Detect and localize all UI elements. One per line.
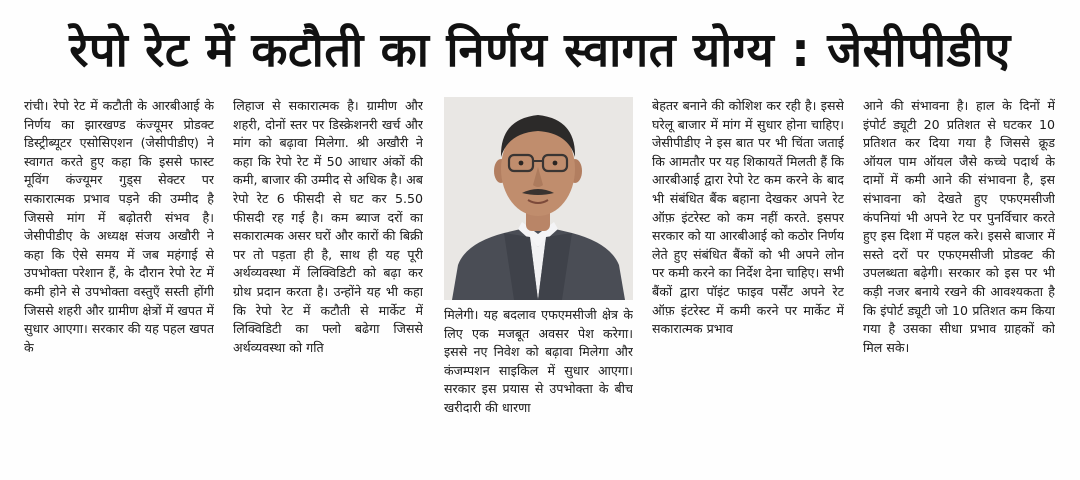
portrait-icon	[444, 97, 633, 300]
column-3-text: मिलेगी। यह बदलाव एफएमसीजी क्षेत्र के लिए एक मजबूत अवसर पेश करेगा। इससे नए निवेश को बढ़ावा मिलेगा और कंजम्पशन साइकिल में सुधार आएगा। सरकार इस प्रयास से उपभोक्ता के बीच खरीदारी की धारणा	[444, 307, 633, 415]
column-2-text: लिहाज से सकारात्मक है। ग्रामीण और शहरी, दोनों स्तर पर डिस्क्रेशनरी खर्च और मांग को बढ़ावा मिलेगा. श्री अखौरी ने कहा कि रेपो रेट में 50 आधार अंकों की कमी, बाजार की उम्मीद से अधिक है। अब रेपो रेट 6 फीसदी से घट कर 5.50 फीसदी रह गई है। कम ब्याज दरों का सकारात्मक असर घरों और कारों की बिक्री पर तो पड़ता ही है, साथ ही यह पूरी अर्थव्यवस्था में लिक्विडिटी को बढ़ा कर ग्रोथ प्रदान करता है। उन्होंने यह भी कहा कि रेपो रेट में कटौती से मार्केट में लिक्विडिटी का फ्लो बढेगा जिससे अर्थव्यवस्था को गति	[233, 98, 423, 355]
column-1-text: रांची। रेपो रेट में कटौती के आरबीआई के निर्णय का झारखण्ड कंज्यूमर प्रोडक्ट डिस्ट्रीब्यूटर एसोसिएशन (जेसीपीडीए) ने स्वागत करते हुए कहा कि इससे फास्ट मूविंग कंज्यूमर गुड्स सेक्टर पर सकारात्मक प्रभाव पड़ने की उम्मीद है जिससे मांग में बढ़ोतरी संभव है। जेसीपीडीए के अध्यक्ष संजय अखौरी ने कहा कि ऐसे समय में जब महंगाई से उपभोक्ता परेशान हैं, के दौरान रेपो रेट में कमी होने से उपभोक्ता वस्तुएँ सस्ती होंगी जिससे शहरी और ग्रामीण क्षेत्रों में खपत में सुधार आएगा। सरकार की यह पहल खपत के	[24, 98, 214, 355]
headline: रेपो रेट में कटौती का निर्णय स्वागत योग्य : जेसीपीडीए	[69, 23, 1011, 78]
article-column-5	[863, 97, 1055, 471]
column-4-text: बेहतर बनाने की कोशिश कर रही है। इससे घरेलू बाजार में मांग में सुधार होना चाहिए। जेसीपीडीए ने इस बात पर भी चिंता जताई कि आमतौर पर यह शिकायतें मिलती हैं कि आरबीआई द्वारा रेपो रेट कम करने के बाद भी संबंधित बैंक बहाना देखकर अपने रेट ऑफ़ इंटरेस्ट को कम नहीं करते. इसपर सरकार को या आरबीआई को कठोर निर्णय लेते हुए संबंधित बैंकों को भी अपने लोन पर कमी करने का निर्देश देना चाहिए। सभी बैंकों द्वारा पॉइंट फाइव पर्सेंट अपने रेट ऑफ़ इंटरेस्ट में कमी करने पर मार्केट में सकारात्मक प्रभाव	[652, 98, 844, 337]
column-5-text: आने की संभावना है। हाल के दिनों में इंपोर्ट ड्यूटी 20 प्रतिशत से घटकर 10 प्रतिशत कर दिया गया है जिससे क्रूड ऑयल पाम ऑयल जैसे कच्चे पदार्थ के दामों में कमी आने की संभावना है, इस संभावना को देखते हुए एफएमसीजी कंपनियां भी अपने रेट पर पुनर्विचार करते हुए इस दिशा में पहल करे। इससे बाजार में सस्ते दरों पर एफएमसीजी प्रोडक्ट की उपलब्धता बढ़ेगी। सरकार को इस पर भी कड़ी नजर बनाये रखने की आवश्यकता है कि इंपोर्ट ड्यूटी जो 10 प्रतिशत कम किया गया है उसका सीधा प्रभाव ग्राहकों को मिल सके।	[863, 98, 1055, 355]
article-column-2	[233, 97, 423, 471]
article-column-4	[652, 97, 844, 471]
article-column-1	[24, 97, 214, 471]
portrait-photo	[444, 97, 633, 300]
article-column-3	[444, 306, 633, 471]
